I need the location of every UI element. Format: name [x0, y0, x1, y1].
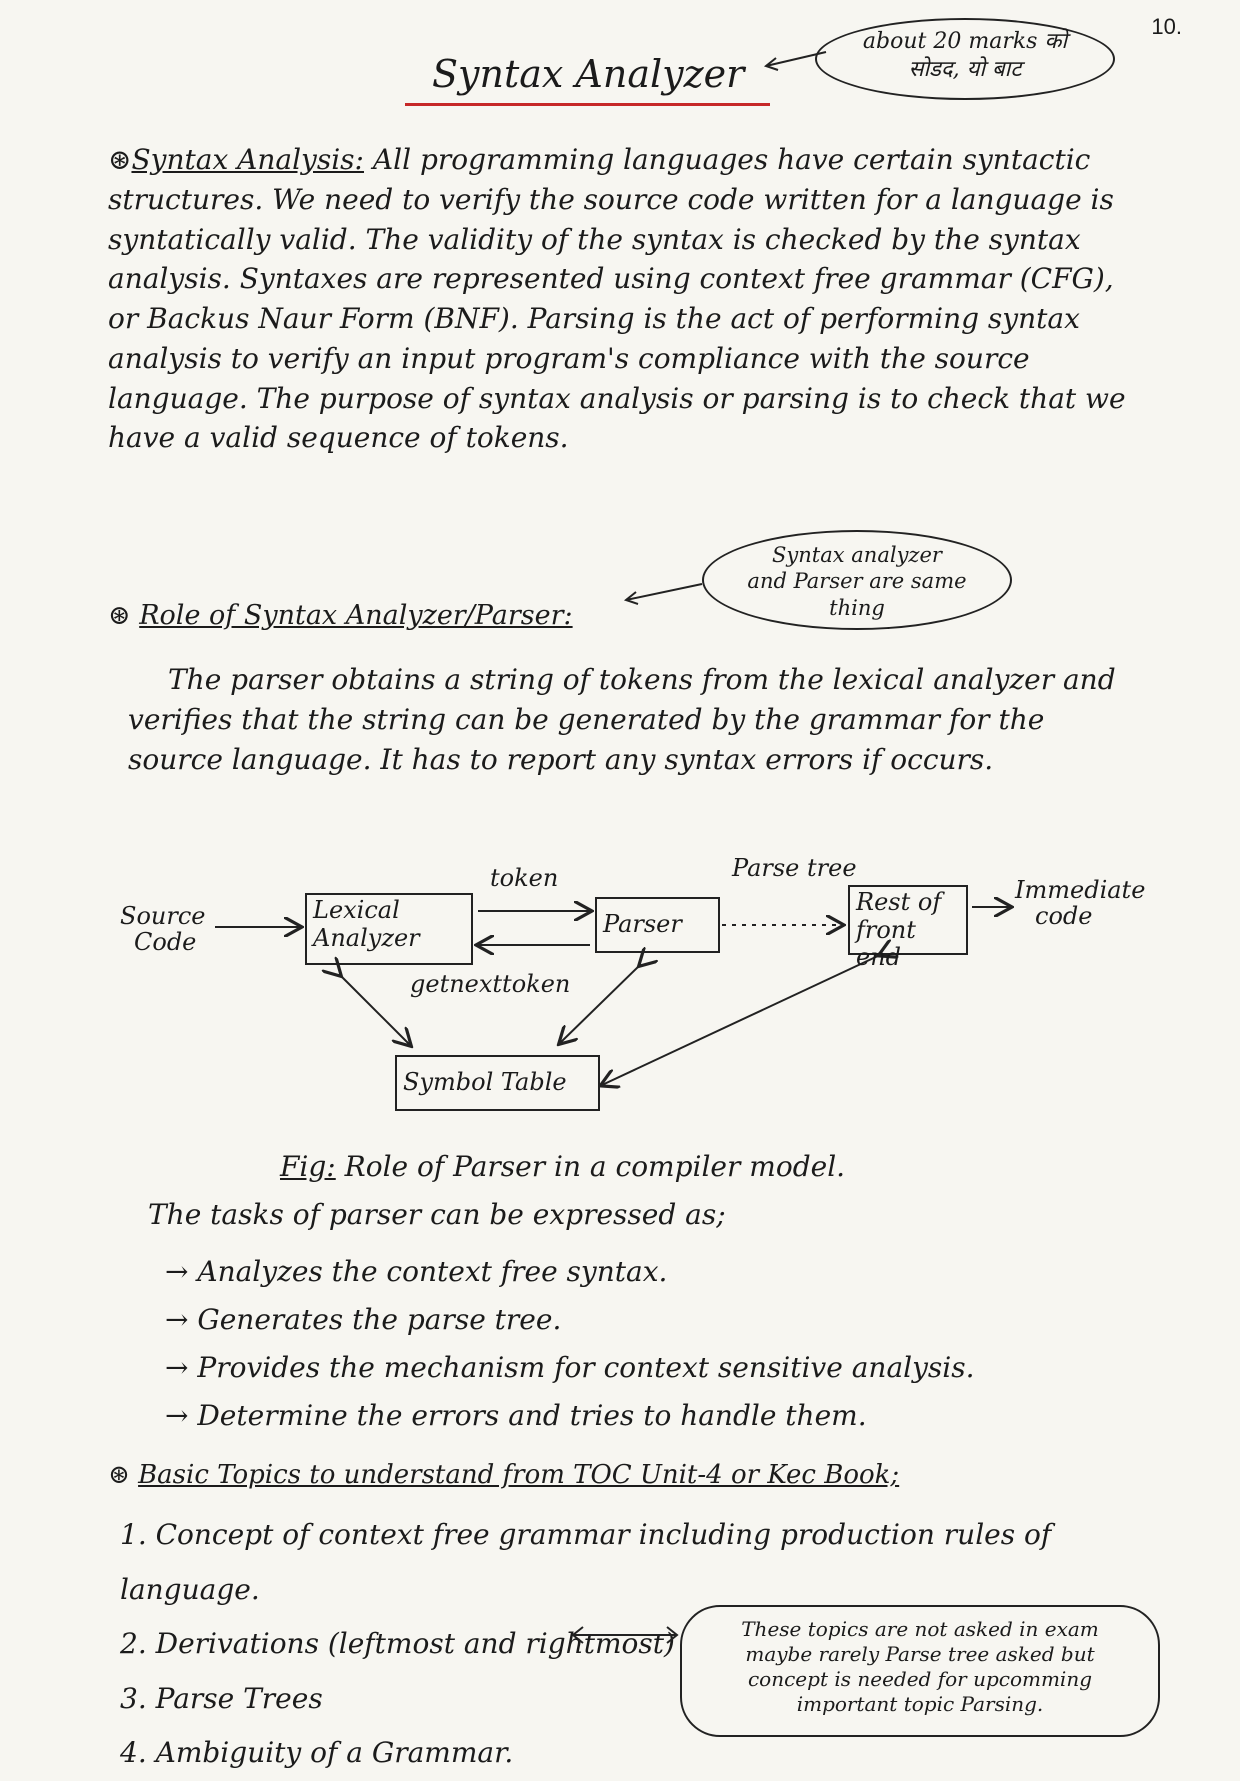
syntax-analysis-section: [108, 140, 1148, 458]
list-item: → Generates the parse tree.: [165, 1303, 562, 1337]
marks-note-line1: about 20 marks को: [862, 29, 1068, 54]
arrow-parser-symbol: [560, 965, 640, 1043]
arrow-rest-symbol: [602, 955, 880, 1085]
rest-line2: front end: [856, 915, 916, 972]
parser-note-line3: thing: [829, 595, 885, 620]
parse-tree-label: Parse tree: [732, 854, 857, 882]
role-heading-text: Role of Syntax Analyzer/Parser:: [139, 600, 573, 631]
asterisk-icon: ⊛: [108, 143, 132, 176]
basic-topics-heading-text: Basic Topics to understand from TOC Unit-4 or Kec Book;: [138, 1460, 900, 1490]
source-code-line2: Code: [134, 928, 197, 957]
basic-topics-heading: [108, 1460, 899, 1490]
list-item: 2. Derivations (leftmost and rightmost): [120, 1627, 675, 1661]
page-number: 10.: [1151, 14, 1182, 39]
symbol-table-box: Symbol Table: [395, 1055, 600, 1111]
figure-caption-text: Role of Parser in a compiler model.: [344, 1150, 846, 1183]
immediate-code-label: [1015, 877, 1145, 930]
marks-note: [815, 18, 1115, 100]
list-item: 3. Parse Trees: [120, 1681, 323, 1715]
rest-line1: Rest of: [856, 888, 942, 916]
role-paragraph: The parser obtains a string of tokens from the lexical analyzer and verifies that the string can be generated by the grammar for the source language. It has to report any syntax errors if occurs.: [128, 663, 1116, 776]
tasks-list: [165, 1248, 1145, 1441]
token-label: token: [490, 864, 559, 892]
syntax-analysis-paragraph: All programming languages have certain syntactic structures. We need to verify the source code written for a language is syntatically valid. The validity of the syntax is checked by the syntax analysis. Syntaxes are represented using context free grammar (CFG), or Backus Naur Form (BNF). Parsing is the act of performing syntax analysis to verify an input program's compliance with the source language. The purpose of syntax analysis or parsing is to check that we have a valid sequence of tokens.: [108, 143, 1126, 455]
role-heading: [108, 600, 573, 631]
exam-note-line2: maybe rarely Parse tree asked but: [745, 1642, 1095, 1666]
lexical-analyzer-box: [305, 893, 473, 965]
list-item: → Analyzes the context free syntax.: [165, 1255, 668, 1288]
figure-caption: [280, 1150, 845, 1183]
parser-note-line1: Syntax analyzer: [772, 543, 942, 567]
lexical-line2: Analyzer: [313, 923, 420, 952]
list-item: → Provides the mechanism for context sensitive analysis.: [165, 1351, 975, 1385]
list-item: 1. Concept of context free grammar including production rules of language.: [120, 1518, 1052, 1606]
parser-note: [702, 530, 1012, 630]
arrow-lexical-symbol: [340, 975, 410, 1045]
lexical-line1: Lexical: [313, 896, 400, 924]
exam-note-line1: These topics are not asked in exam: [741, 1617, 1099, 1641]
immediate-line1: Immediate: [1015, 876, 1146, 904]
figure-caption-prefix: Fig:: [280, 1150, 336, 1183]
marks-note-line2: सोडद, यो बाट: [908, 56, 1022, 82]
source-code-label: [120, 903, 205, 956]
list-item: 4. Ambiguity of a Grammar.: [120, 1736, 514, 1770]
page-title: Syntax Analyzer: [432, 52, 745, 96]
rest-front-end-box: [848, 885, 968, 972]
diagram-arrows: [120, 845, 1160, 1135]
exam-note: [680, 1605, 1160, 1737]
parser-box: Parser: [595, 897, 720, 953]
compiler-model-diagram: [120, 845, 1160, 1135]
asterisk-icon: ⊛: [108, 1460, 130, 1490]
exam-note-line3: concept is needed for upcomming: [747, 1667, 1093, 1691]
tasks-intro: The tasks of parser can be expressed as;: [148, 1198, 726, 1231]
double-arrow-icon: [565, 1620, 685, 1650]
immediate-line2: code: [1035, 902, 1093, 931]
list-item: → Determine the errors and tries to handle them.: [165, 1399, 867, 1433]
source-code-line1: Source: [120, 902, 206, 930]
arrow-icon: [620, 578, 705, 608]
getnexttoken-label: getnexttoken: [410, 970, 571, 998]
parser-note-line2: and Parser are same: [747, 569, 967, 594]
syntax-analysis-heading: Syntax Analysis:: [131, 143, 364, 176]
asterisk-icon: ⊛: [108, 600, 131, 631]
title-underline: [405, 103, 770, 106]
exam-note-line4: important topic Parsing.: [796, 1692, 1044, 1716]
